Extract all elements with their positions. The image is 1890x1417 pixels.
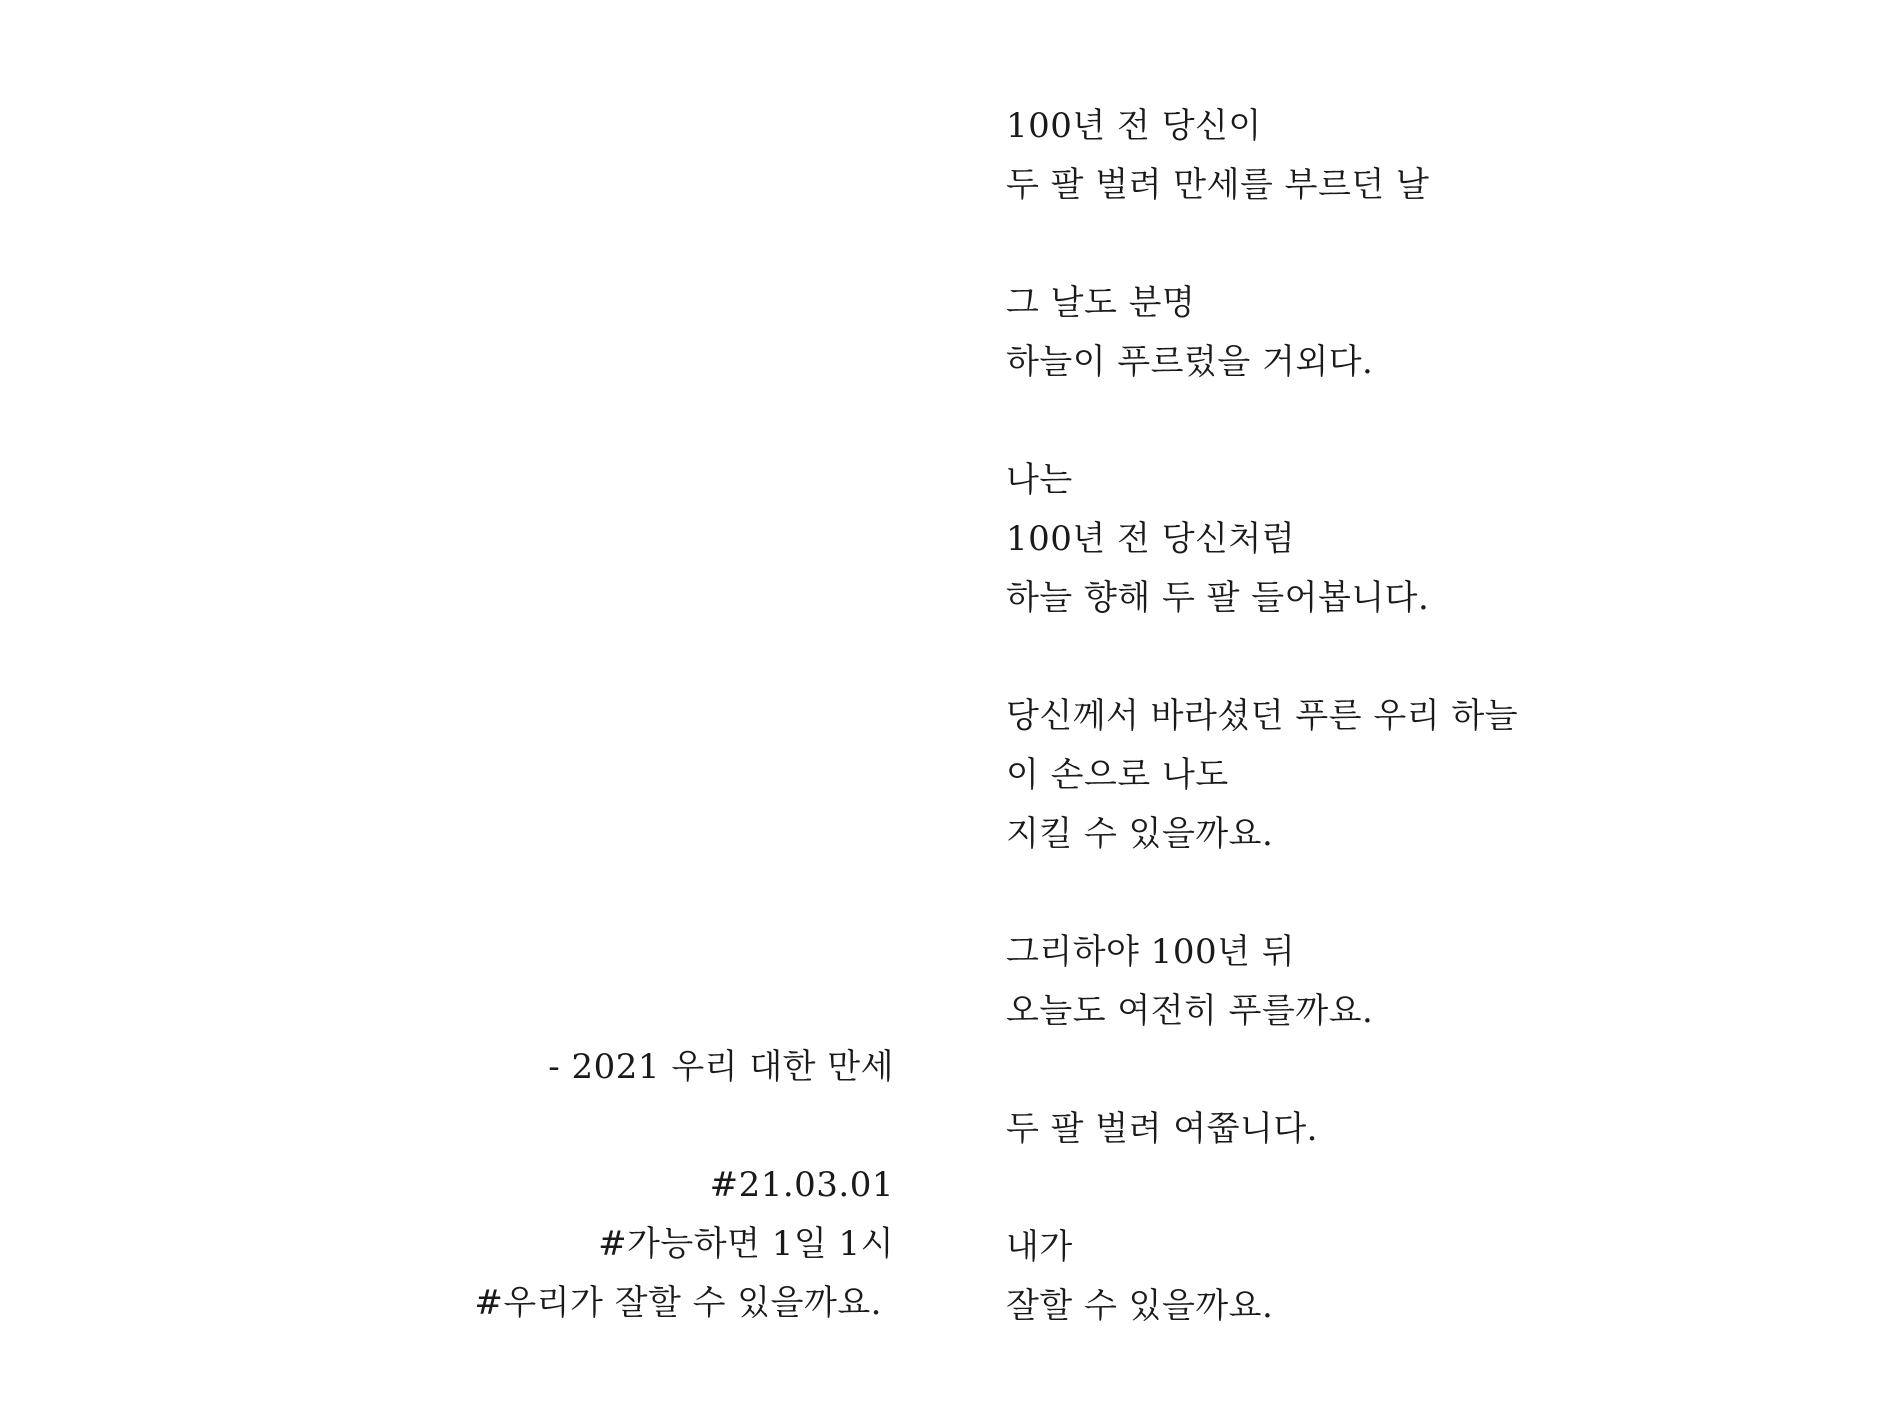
stanza-3	[1006, 451, 1706, 628]
stanza-gap	[1006, 864, 1706, 923]
poem-line: 100년 전 당신처럼	[1006, 519, 1296, 559]
poem-line: 내가	[1006, 1227, 1073, 1267]
stanza-5	[1006, 923, 1706, 1041]
stanza-2	[1006, 274, 1706, 392]
poem-line: 두 팔 벌려 만세를 부르던 날	[1006, 165, 1430, 205]
stanza-gap	[1006, 1041, 1706, 1100]
poem-line: 그리하야 100년 뒤	[1006, 932, 1296, 972]
stanza-gap	[1006, 1159, 1706, 1218]
stanza-gap	[1006, 628, 1706, 687]
poem-line: 하늘 향해 두 팔 들어봅니다.	[1006, 578, 1430, 618]
stanza-gap	[1006, 392, 1706, 451]
poem-line: 당신께서 바라셨던 푸른 우리 하늘	[1006, 696, 1519, 736]
poem-line: 100년 전 당신이	[1006, 106, 1262, 146]
poem-line: 그 날도 분명	[1006, 283, 1196, 323]
poem-line: 오늘도 여전히 푸를까요.	[1006, 991, 1374, 1031]
poem-line: 두 팔 벌려 여쭙니다.	[1006, 1109, 1318, 1149]
signature-title: - 2021 우리 대한 만세	[548, 1047, 894, 1087]
poem-line: 잘할 수 있을까요.	[1006, 1286, 1274, 1326]
stanza-6	[1006, 1100, 1706, 1159]
stanza-4	[1006, 687, 1706, 864]
poem-line: 지킬 수 있을까요.	[1006, 814, 1274, 854]
poem-line: 하늘이 푸르렀을 거외다.	[1006, 342, 1374, 382]
hashtag-question: #우리가 잘할 수 있을까요.	[474, 1283, 882, 1323]
hashtag-daily-poem: #가능하면 1일 1시	[598, 1224, 894, 1264]
poem-line: 나는	[1006, 460, 1073, 500]
stanza-7	[1006, 1218, 1706, 1336]
stanza-gap	[1006, 215, 1706, 274]
hashtag-date: #21.03.01	[709, 1165, 894, 1205]
poem-line: 이 손으로 나도	[1006, 755, 1229, 795]
stanza-1	[1006, 97, 1706, 215]
poem-body	[1006, 97, 1706, 1336]
